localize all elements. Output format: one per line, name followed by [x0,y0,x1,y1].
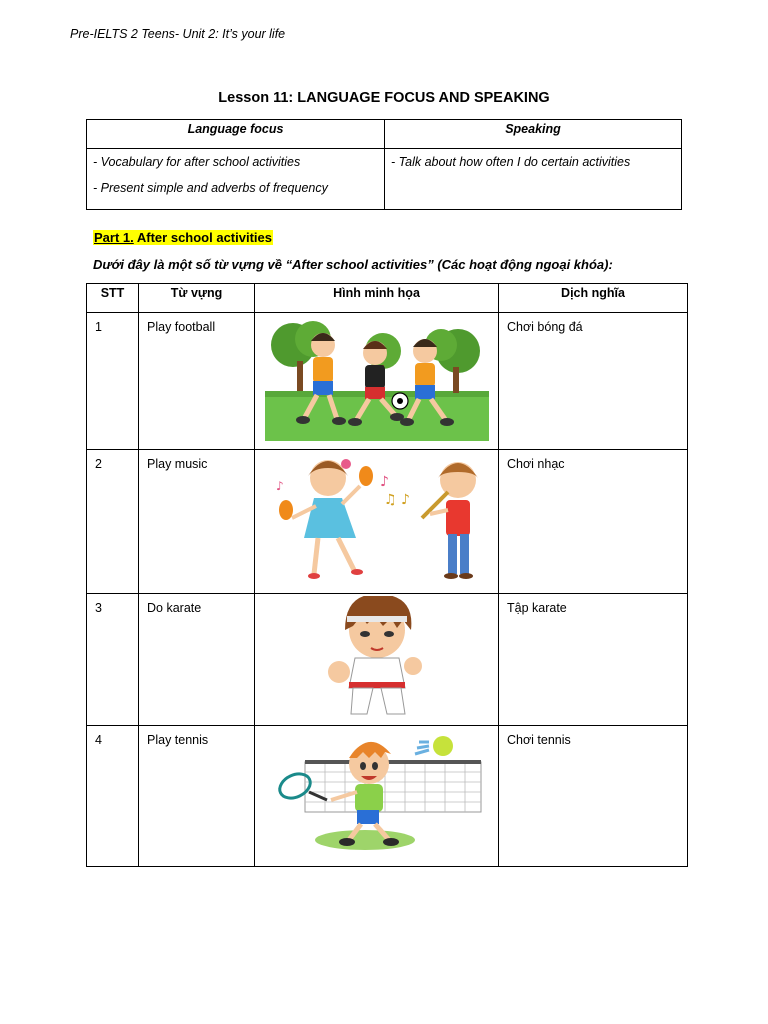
col-header-stt: STT [87,284,139,313]
row-meaning: Chơi bóng đá [499,313,688,450]
row-word: Do karate [139,594,255,726]
row-image-cell [255,313,499,450]
part-title: After school activities [136,230,272,245]
row-image-cell [255,726,499,867]
lesson-title: Lesson 11: LANGUAGE FOCUS AND SPEAKING [218,90,550,106]
focus-table [86,119,682,210]
row-number: 1 [87,313,139,450]
intro-text: Dưới đây là một số từ vựng về “After school activities” (Các hoạt động ngoại khóa): [93,257,613,272]
focus-header-speaking: Speaking [385,120,682,149]
svg-text:♪: ♪ [379,474,389,490]
row-number: 2 [87,450,139,594]
row-meaning: Chơi nhạc [499,450,688,594]
row-word: Play football [139,313,255,450]
row-word: Play music [139,450,255,594]
row-number: 3 [87,594,139,726]
speaking-cell [385,149,682,210]
table-row [87,594,688,726]
language-focus-item: - Present simple and adverbs of frequency [93,181,328,195]
vocab-table [86,283,688,867]
table-row [87,450,688,594]
col-header-word: Từ vựng [139,284,255,313]
table-row [87,313,688,450]
col-header-meaning: Dịch nghĩa [499,284,688,313]
col-header-image: Hình minh họa [255,284,499,313]
row-meaning: Tập karate [499,594,688,726]
language-focus-item: - Vocabulary for after school activities [93,155,301,169]
language-focus-cell [87,149,385,210]
football-illustration [263,315,491,443]
row-image-cell [255,450,499,594]
focus-header-language: Language focus [87,120,385,149]
row-number: 4 [87,726,139,867]
karate-illustration [277,596,477,718]
row-image-cell [255,594,499,726]
table-row [87,726,688,867]
speaking-item: - Talk about how often I do certain activities [391,155,631,169]
row-word: Play tennis [139,726,255,867]
part-heading [93,230,273,245]
page-header: Pre-IELTS 2 Teens- Unit 2: It’s your life [70,27,286,41]
row-meaning: Chơi tennis [499,726,688,867]
part-number: Part 1. [94,230,134,245]
music-illustration [262,452,492,586]
svg-text:♪: ♪ [275,479,284,493]
svg-text:♫ ♪: ♫ ♪ [383,492,410,508]
tennis-illustration [265,728,489,858]
